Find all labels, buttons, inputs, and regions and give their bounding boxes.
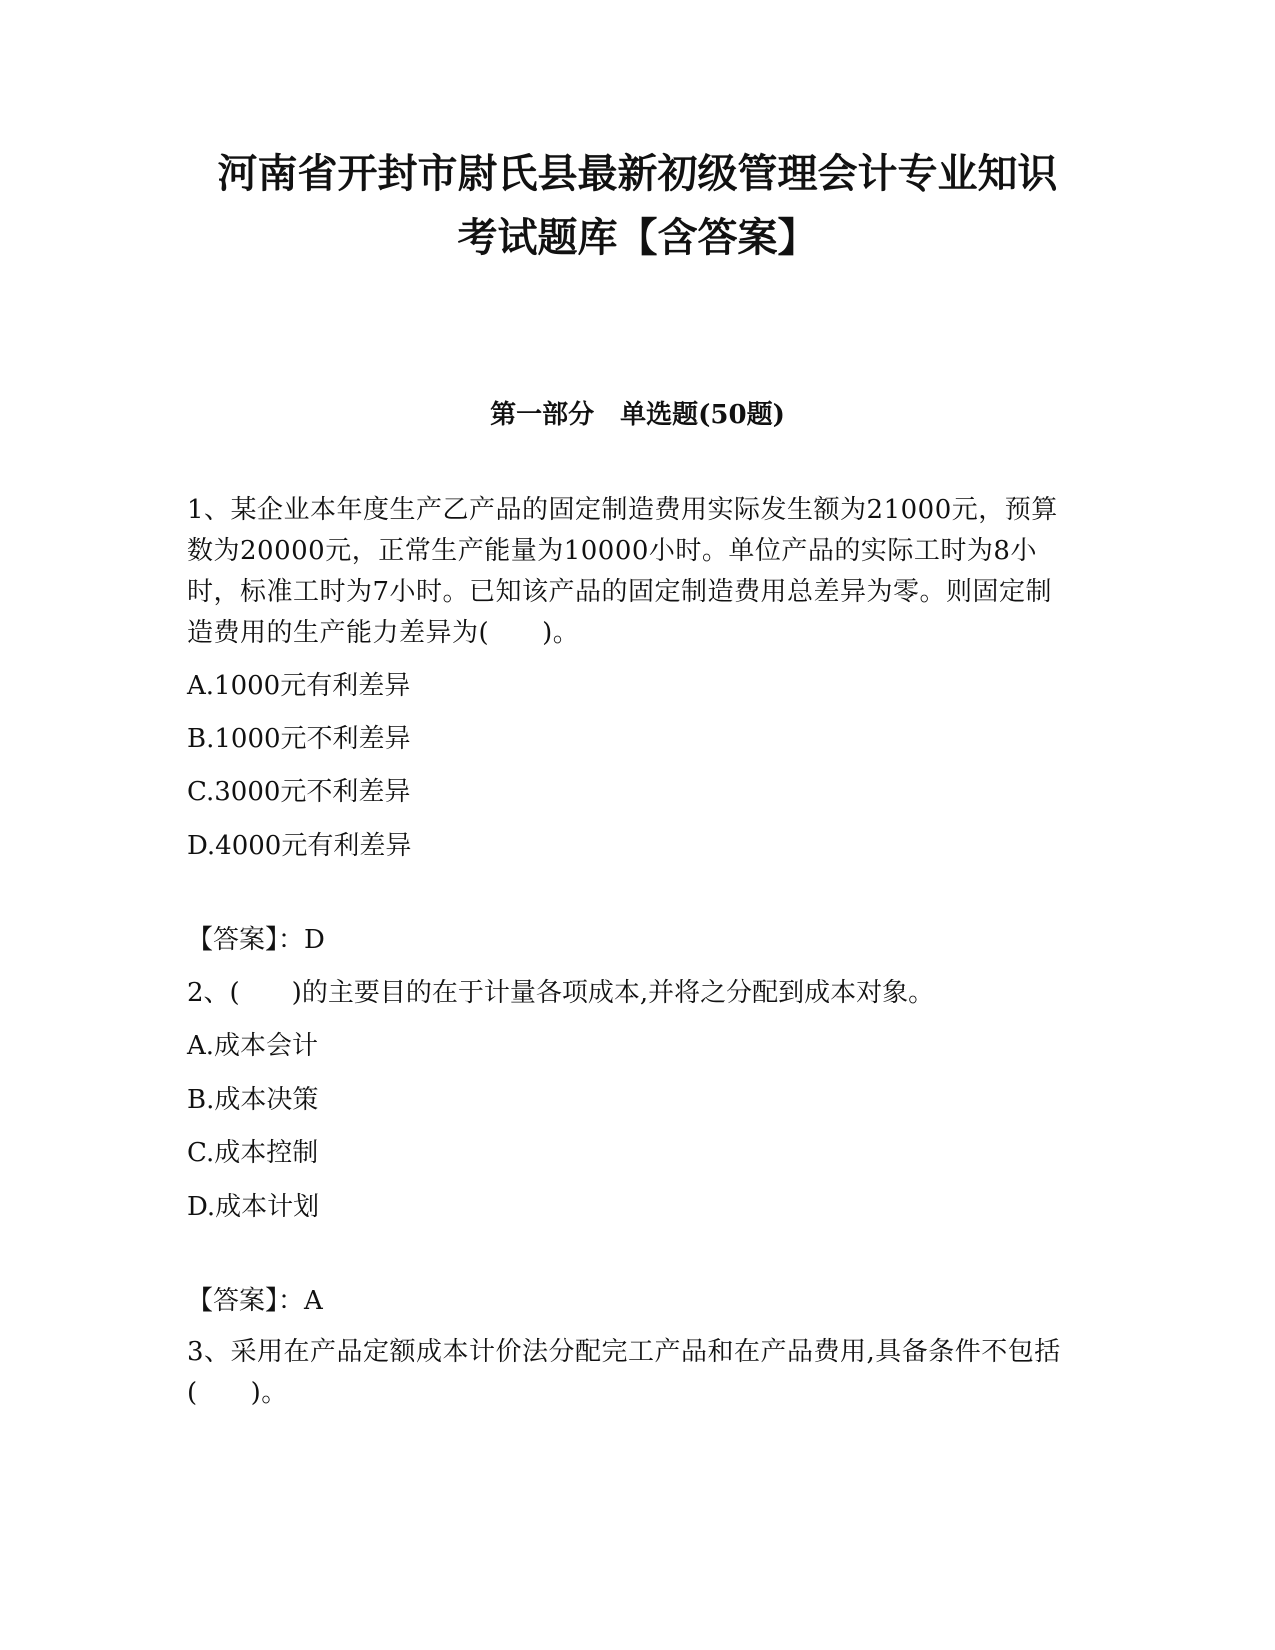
document-title-line-1: 河南省开封市尉氏县最新初级管理会计专业知识: [217, 151, 1058, 197]
question-1-option-b: B.1000元不利差异: [187, 724, 411, 754]
question-2-option-c: C.成本控制: [187, 1138, 319, 1168]
question-2-option-b: B.成本决策: [187, 1085, 319, 1115]
question-3-stem: 3、采用在产品定额成本计价法分配完工产品和在产品费用,具备条件不包括( )。: [187, 1337, 1061, 1408]
question-1-option-a: A.1000元有利差异: [187, 671, 411, 701]
question-2-option-a: A.成本会计: [187, 1031, 319, 1061]
question-1-option-c: C.3000元不利差异: [187, 777, 411, 807]
section-heading: 第一部分 单选题(50题): [490, 400, 785, 430]
question-2-stem: 2、( )的主要目的在于计量各项成本,并将之分配到成本对象。: [187, 978, 935, 1008]
question-1-option-d: D.4000元有利差异: [187, 831, 412, 861]
question-2-option-d: D.成本计划: [187, 1192, 320, 1222]
question-2-answer: 【答案】：A: [187, 1286, 323, 1316]
question-1-answer: 【答案】：D: [187, 925, 325, 955]
document-title-line-2: 考试题库【含答案】: [457, 215, 818, 261]
question-1-stem: 1、某企业本年度生产乙产品的固定制造费用实际发生额为21000元，预算数为20000元，正常生产能量为10000小时。单位产品的实际工时为8小时，标准工时为7小时。已知该产品的固定制造费用总差异为零。则固定制造费用的生产能力差异为( )。: [187, 495, 1058, 648]
